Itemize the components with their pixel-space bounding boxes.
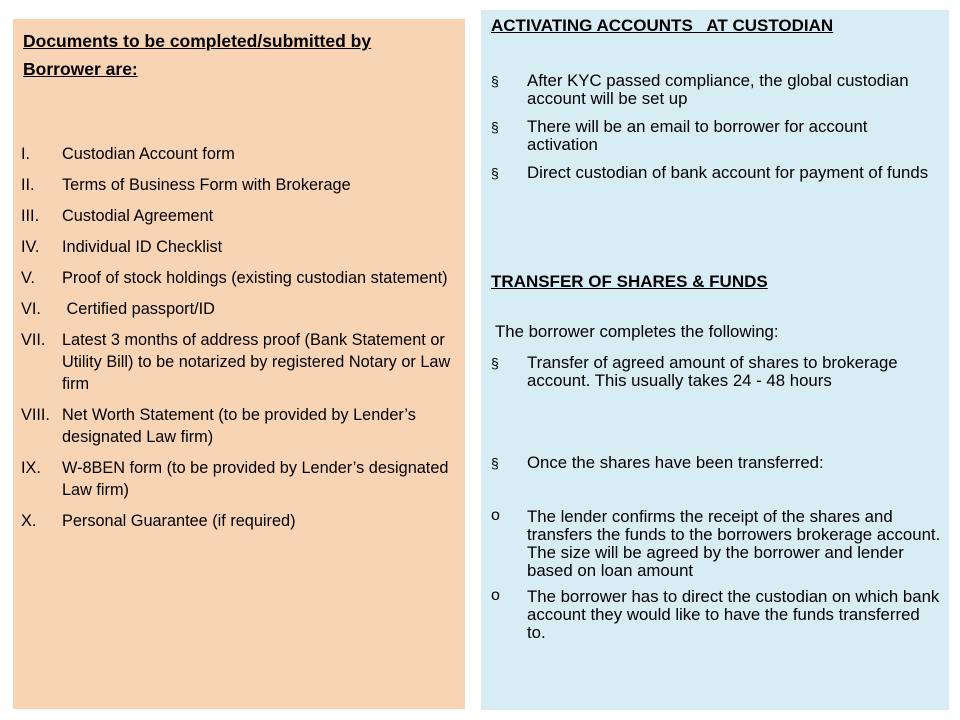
list-item-text: Transfer of agreed amount of shares to brokerage account. This usually takes 24 - 48 hours: [527, 353, 898, 390]
list-item-text: Once the shares have been transferred:: [527, 453, 824, 472]
list-item-number: I.: [21, 145, 31, 163]
documents-list: [21, 143, 451, 541]
list-item-text: The borrower has to direct the custodian on which bank account they would like to have the funds transferred to.: [527, 587, 940, 642]
list-item-text: The lender confirms the receipt of the shares and transfers the funds to the borrowers brokerage account. The size will be agreed by the borrower and lender based on loan amount: [527, 507, 941, 580]
list-item-text: Individual ID Checklist: [62, 238, 223, 256]
list-item-text: Custodian Account form: [62, 145, 235, 163]
list-item-number: IV.: [21, 238, 40, 256]
transfer-list-2: [491, 454, 941, 472]
list-item: [491, 588, 941, 642]
list-item-number: VIII.: [21, 406, 50, 424]
list-item: [21, 298, 451, 320]
square-bullet-icon: §: [491, 73, 499, 89]
list-item-number: VII.: [21, 331, 46, 349]
circle-bullet-icon: o: [491, 507, 500, 524]
list-item-text: Direct custodian of bank account for payment of funds: [527, 163, 929, 182]
list-item-number: IX.: [21, 459, 41, 477]
list-item: [21, 404, 451, 448]
list-item-number: VI.: [21, 300, 41, 318]
list-item: [491, 354, 941, 390]
list-item: [21, 205, 451, 227]
list-item-text: Proof of stock holdings (existing custodian statement): [62, 269, 448, 287]
list-item: [21, 236, 451, 258]
list-item-number: V.: [21, 269, 35, 287]
activating-accounts-list: [491, 72, 941, 182]
list-item-text: Latest 3 months of address proof (Bank Statement or Utility Bill) to be notarized by registered Notary or Law firm: [62, 331, 451, 393]
list-item: [491, 72, 941, 108]
list-item-text: There will be an email to borrower for account activation: [527, 117, 868, 154]
circle-bullet-icon: o: [491, 587, 500, 604]
list-item: [491, 164, 941, 182]
list-item-text: Personal Guarantee (if required): [62, 512, 296, 530]
list-item: [21, 457, 451, 501]
square-bullet-icon: §: [491, 455, 499, 471]
square-bullet-icon: §: [491, 355, 499, 371]
activating-accounts-title: ACTIVATING ACCOUNTS AT CUSTODIAN: [491, 16, 834, 35]
list-item-text: W-8BEN form (to be provided by Lender’s designated Law firm): [62, 459, 449, 499]
process-panel: [481, 10, 949, 710]
list-item-text: Terms of Business Form with Brokerage: [62, 176, 351, 194]
list-item: [21, 174, 451, 196]
list-item-number: X.: [21, 512, 37, 530]
list-item: [491, 454, 941, 472]
transfer-title: TRANSFER OF SHARES & FUNDS: [491, 272, 768, 291]
list-item-number: II.: [21, 176, 35, 194]
list-item-text: Custodial Agreement: [62, 207, 214, 225]
list-item: [21, 267, 451, 289]
list-item-text: After KYC passed compliance, the global custodian account will be set up: [527, 71, 909, 108]
list-item: [491, 118, 941, 154]
square-bullet-icon: §: [491, 165, 499, 181]
list-item-text: Certified passport/ID: [62, 300, 215, 318]
list-item-text: Net Worth Statement (to be provided by Lender’s designated Law firm): [62, 406, 416, 446]
transfer-list: [491, 354, 941, 390]
list-item: [21, 143, 451, 165]
transfer-sub-list: [491, 508, 941, 642]
transfer-intro: The borrower completes the following:: [495, 322, 779, 341]
list-item: [21, 510, 451, 532]
square-bullet-icon: §: [491, 119, 499, 135]
list-item: [491, 508, 941, 580]
list-item: [21, 329, 451, 395]
documents-panel: [13, 19, 465, 709]
documents-title: Documents to be completed/submitted by Borrower are:: [23, 31, 372, 79]
list-item-number: III.: [21, 207, 40, 225]
